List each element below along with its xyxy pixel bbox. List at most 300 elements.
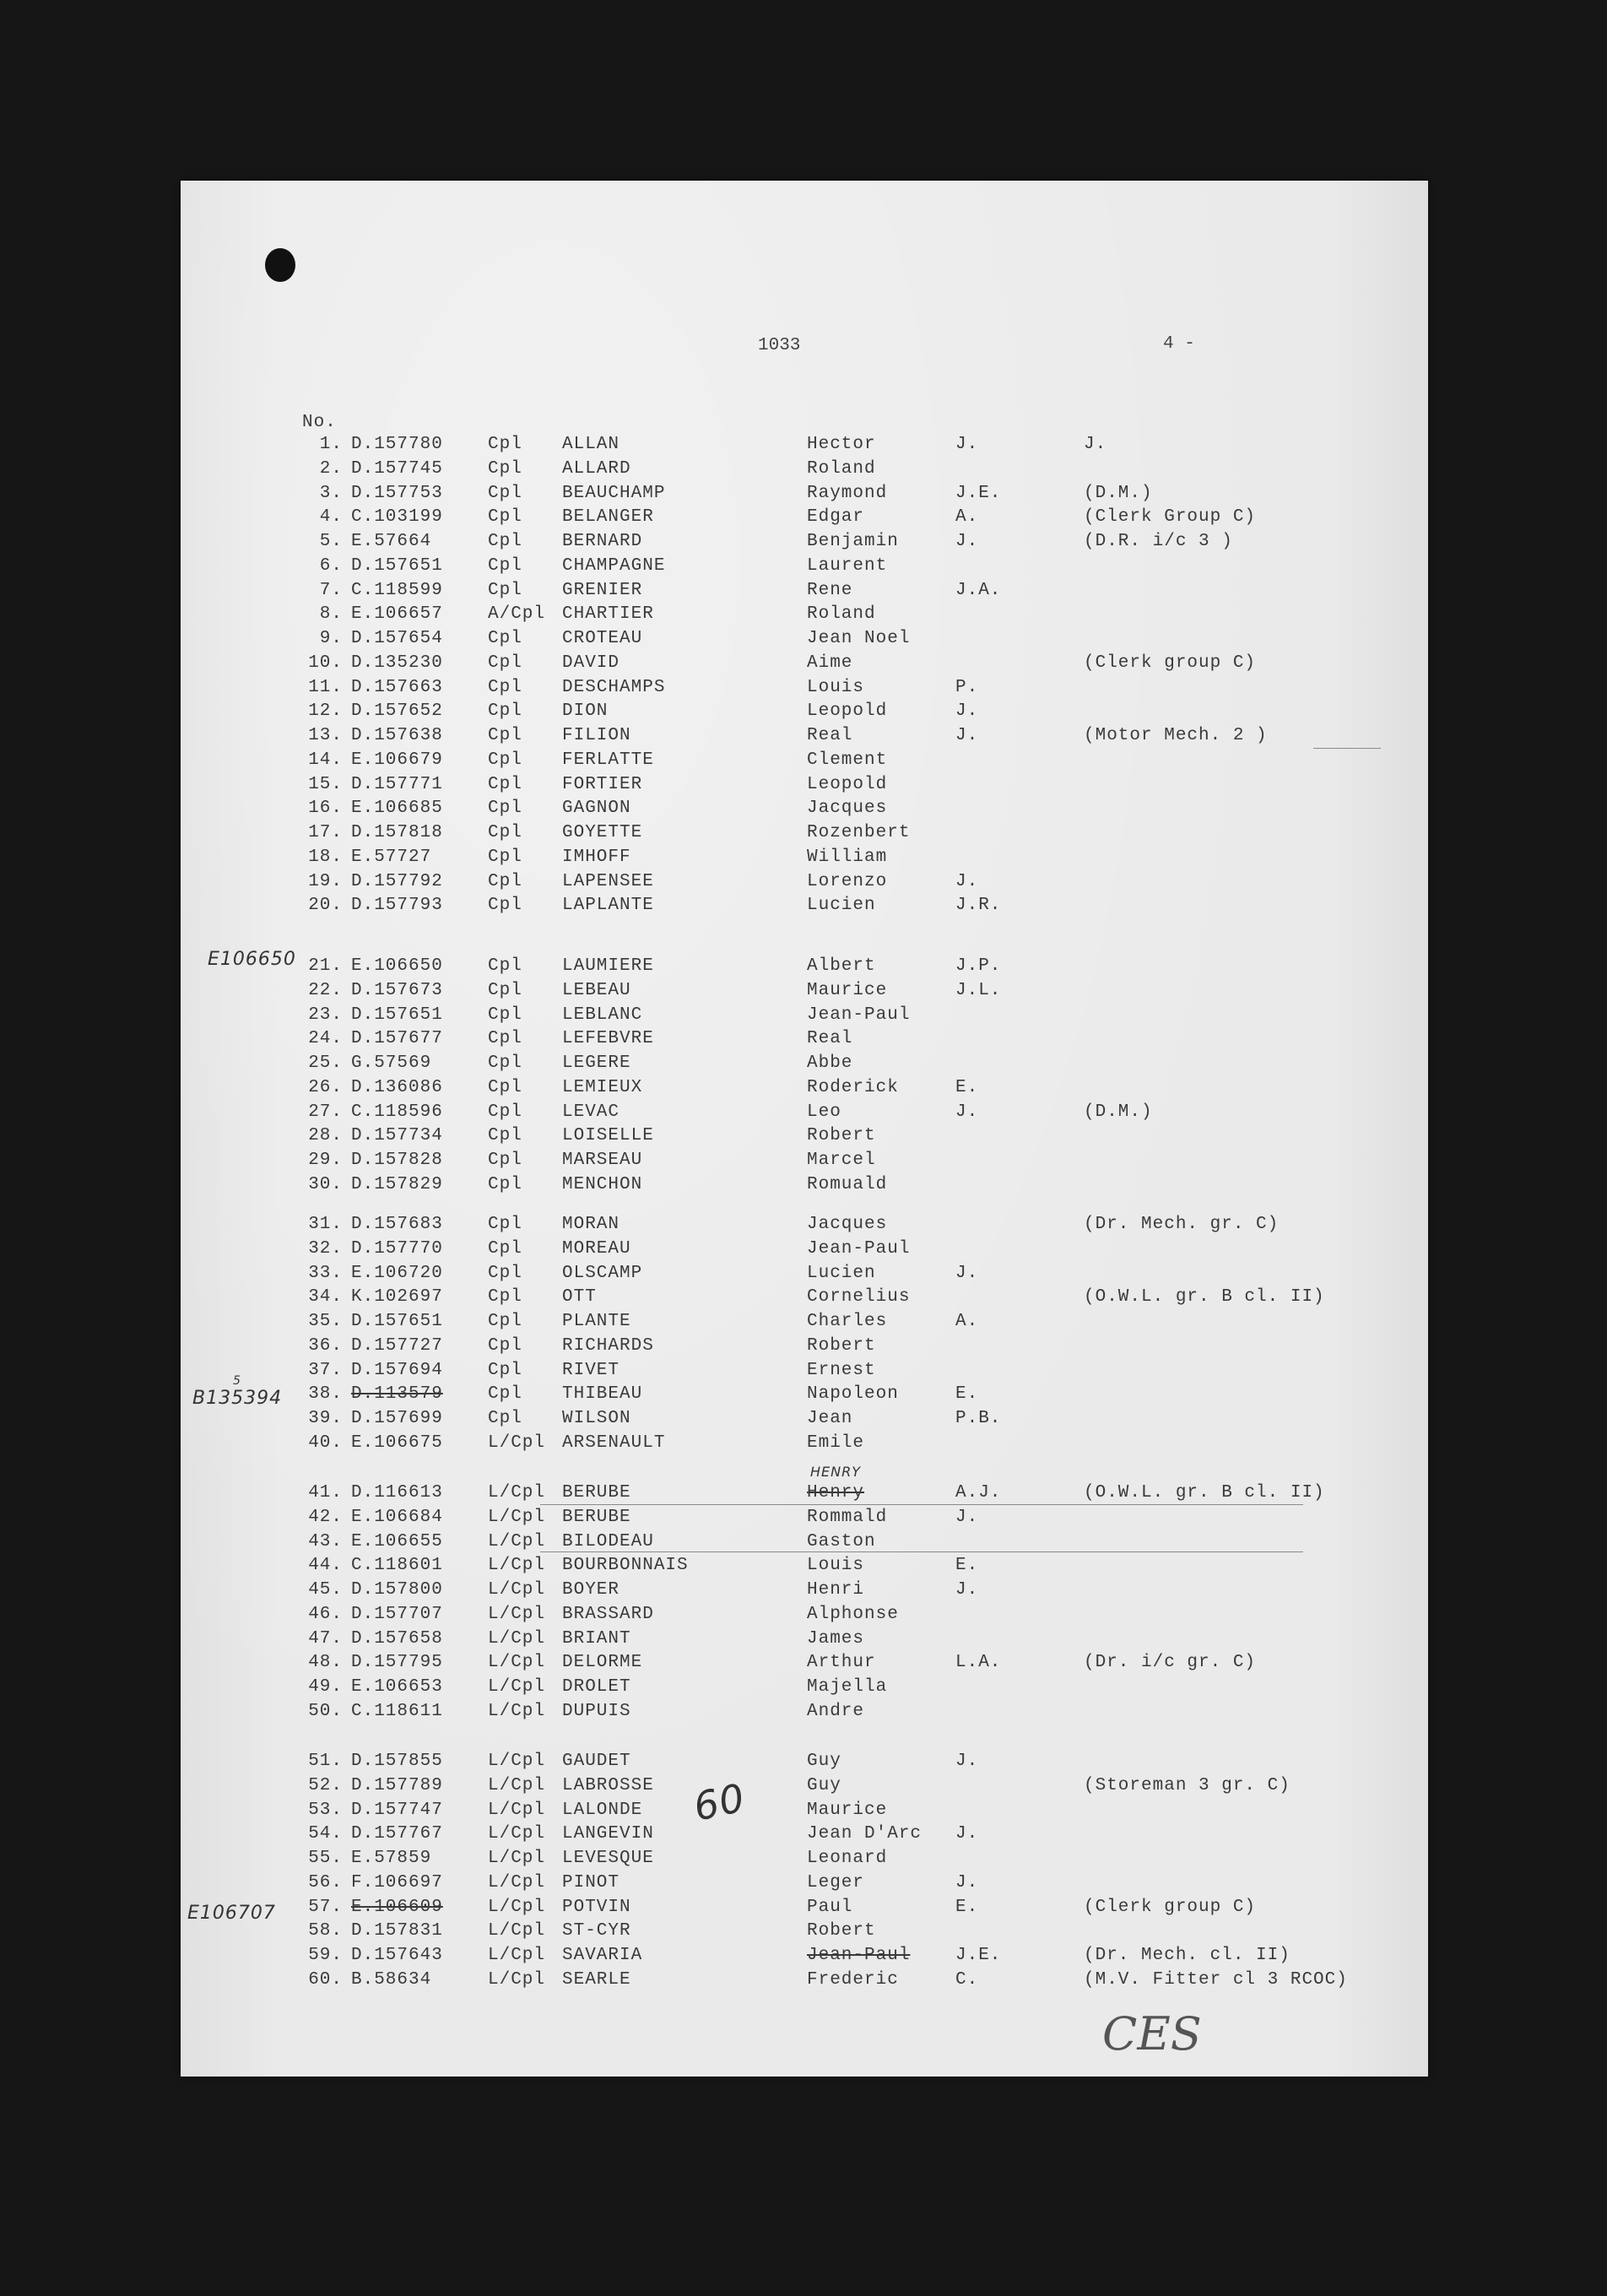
remark: (O.W.L. gr. B cl. II) <box>1084 1483 1325 1503</box>
row-number: 19. <box>308 872 343 891</box>
table-row <box>0 896 1607 920</box>
surname: LAUMIERE <box>562 956 654 976</box>
regimental-number: D.157643 <box>351 1946 443 1965</box>
rank: Cpl <box>488 435 522 454</box>
rank: L/Cpl <box>488 1580 546 1600</box>
given-name: Albert <box>807 956 876 976</box>
rank: Cpl <box>488 484 522 503</box>
rank: L/Cpl <box>488 1946 546 1965</box>
surname: LAPLANTE <box>562 896 654 915</box>
given-name: Robert <box>807 1336 876 1356</box>
surname: WILSON <box>562 1409 631 1428</box>
regimental-number: D.135230 <box>351 653 443 673</box>
given-name: Leger <box>807 1873 865 1893</box>
given-name: Marcel <box>807 1151 876 1170</box>
row-number: 23. <box>308 1005 343 1025</box>
given-name: Romuald <box>807 1175 888 1194</box>
rank: L/Cpl <box>488 1898 546 1917</box>
rank: Cpl <box>488 872 522 891</box>
regimental-number: E.57664 <box>351 532 432 551</box>
given-name: Jacques <box>807 799 888 818</box>
initials: J.A. <box>955 581 1002 600</box>
regimental-number: E.106684 <box>351 1508 443 1527</box>
initials: J. <box>955 872 979 891</box>
surname: ST-CYR <box>562 1921 631 1941</box>
rank: Cpl <box>488 847 522 867</box>
row-number: 28. <box>308 1126 343 1145</box>
given-name: Robert <box>807 1921 876 1941</box>
table-row <box>0 1533 1607 1557</box>
given-name: Gaston <box>807 1532 876 1551</box>
surname: LEVAC <box>562 1102 620 1122</box>
initials: J. <box>955 1580 979 1600</box>
row-number: 7. <box>319 581 343 600</box>
given-name: Laurent <box>807 556 888 576</box>
given-name: Majella <box>807 1677 888 1697</box>
surname: MENCHON <box>562 1175 643 1194</box>
row-number: 18. <box>308 847 343 867</box>
row-number: 39. <box>308 1409 343 1428</box>
regimental-number: D.157792 <box>351 872 443 891</box>
initials: J. <box>955 1508 979 1527</box>
regimental-number: D.157699 <box>351 1409 443 1428</box>
regimental-number: D.157789 <box>351 1776 443 1795</box>
rank: Cpl <box>488 1239 522 1259</box>
rank: Cpl <box>488 532 522 551</box>
surname: BERNARD <box>562 532 643 551</box>
surname: IMHOFF <box>562 847 631 867</box>
given-name: Henri <box>807 1580 865 1600</box>
initials: J. <box>955 1752 979 1771</box>
surname: BOYER <box>562 1580 620 1600</box>
row-number: 4. <box>319 507 343 527</box>
initials: A. <box>955 1312 979 1331</box>
regimental-number: B.58634 <box>351 1970 432 1990</box>
table-row <box>0 824 1607 847</box>
rank: L/Cpl <box>488 1702 546 1721</box>
rank: L/Cpl <box>488 1532 546 1551</box>
given-name: Frederic <box>807 1970 899 1990</box>
surname: SAVARIA <box>562 1946 643 1965</box>
surname: RICHARDS <box>562 1336 654 1356</box>
surname: LEVESQUE <box>562 1849 654 1868</box>
row-number: 14. <box>308 750 343 770</box>
table-row <box>0 1030 1607 1053</box>
row-number: 9. <box>319 629 343 648</box>
row-number: 46. <box>308 1605 343 1624</box>
regimental-number: D.157677 <box>351 1029 443 1048</box>
row-number: 37. <box>308 1361 343 1380</box>
given-name: Edgar <box>807 507 865 527</box>
row-number: 29. <box>308 1151 343 1170</box>
surname: LEFEBVRE <box>562 1029 654 1048</box>
row-number: 57. <box>308 1898 343 1917</box>
surname: LANGEVIN <box>562 1824 654 1844</box>
given-name: Benjamin <box>807 532 899 551</box>
row-number: 42. <box>308 1508 343 1527</box>
row-number: 31. <box>308 1215 343 1234</box>
given-name: Raymond <box>807 484 888 503</box>
surname: BERUBE <box>562 1483 631 1503</box>
remark: (Clerk group C) <box>1084 1898 1257 1917</box>
surname: LEBEAU <box>562 981 631 1000</box>
given-name: Aime <box>807 653 853 673</box>
regimental-number: E.106653 <box>351 1677 443 1697</box>
regimental-number: E.106655 <box>351 1532 443 1551</box>
row-number: 36. <box>308 1336 343 1356</box>
table-row <box>0 485 1607 508</box>
rank: L/Cpl <box>488 1556 546 1575</box>
initials: E. <box>955 1078 979 1097</box>
surname: BEAUCHAMP <box>562 484 666 503</box>
rank: Cpl <box>488 1336 522 1356</box>
row-number: 53. <box>308 1801 343 1820</box>
remark: (D.M.) <box>1084 484 1153 503</box>
row-number: 2. <box>319 459 343 479</box>
initials: J.E. <box>955 484 1002 503</box>
table-row <box>0 1508 1607 1532</box>
given-name: Leonard <box>807 1849 888 1868</box>
given-name: Alphonse <box>807 1605 899 1624</box>
table-row <box>0 1006 1607 1030</box>
given-name: Hector <box>807 435 876 454</box>
regimental-number: D.157780 <box>351 435 443 454</box>
table-row <box>0 1703 1607 1726</box>
remark: (D.R. i/c 3 ) <box>1084 532 1233 551</box>
row-number: 22. <box>308 981 343 1000</box>
margin-note-superscript: 5 <box>233 1374 241 1388</box>
given-name: Jacques <box>807 1215 888 1234</box>
rank: Cpl <box>488 1175 522 1194</box>
regimental-number: D.157683 <box>351 1215 443 1234</box>
rank: L/Cpl <box>488 1752 546 1771</box>
table-row <box>0 1777 1607 1801</box>
table-row <box>0 1654 1607 1677</box>
regimental-number: D.157727 <box>351 1336 443 1356</box>
rank: Cpl <box>488 799 522 818</box>
row-number: 17. <box>308 823 343 842</box>
given-name: Jean D'Arc <box>807 1824 923 1844</box>
rank: Cpl <box>488 750 522 770</box>
given-name: Louis <box>807 678 865 697</box>
rank: Cpl <box>488 1215 522 1234</box>
regimental-number: D.157745 <box>351 459 443 479</box>
remark: (D.M.) <box>1084 1102 1153 1122</box>
given-name: Maurice <box>807 1801 888 1820</box>
initials: E. <box>955 1556 979 1575</box>
surname: LOISELLE <box>562 1126 654 1145</box>
regimental-number: D.157638 <box>351 726 443 745</box>
table-row <box>0 1630 1607 1654</box>
table-row <box>0 1079 1607 1102</box>
given-name: Guy <box>807 1752 841 1771</box>
table-row <box>0 1313 1607 1336</box>
row-number: 10. <box>308 653 343 673</box>
rank: Cpl <box>488 1409 522 1428</box>
regimental-number: D.157658 <box>351 1629 443 1649</box>
table-row <box>0 1557 1607 1580</box>
surname: DROLET <box>562 1677 631 1697</box>
given-name: Leo <box>807 1102 841 1122</box>
table-row <box>0 1947 1607 1970</box>
regimental-number: D.116613 <box>351 1483 443 1503</box>
table-row <box>0 873 1607 896</box>
given-name: Cornelius <box>807 1287 911 1307</box>
surname: ARSENAULT <box>562 1433 666 1453</box>
surname: ALLAN <box>562 435 620 454</box>
regimental-number: E.106609 <box>351 1898 443 1917</box>
punch-hole <box>265 248 295 282</box>
surname: FORTIER <box>562 775 643 794</box>
row-number: 8. <box>319 604 343 624</box>
given-name: Lucien <box>807 1264 876 1283</box>
given-name: Rene <box>807 581 853 600</box>
initials: P.B. <box>955 1409 1002 1428</box>
rank: Cpl <box>488 629 522 648</box>
given-name: William <box>807 847 888 867</box>
regimental-number: D.157829 <box>351 1175 443 1194</box>
regimental-number: G.57569 <box>351 1053 432 1073</box>
regimental-number: E.106685 <box>351 799 443 818</box>
row-number: 21. <box>308 956 343 976</box>
table-row <box>0 1410 1607 1433</box>
rank: L/Cpl <box>488 1873 546 1893</box>
given-name: Jean Noel <box>807 629 911 648</box>
initials: J.E. <box>955 1946 1002 1965</box>
rank: L/Cpl <box>488 1508 546 1527</box>
row-number: 40. <box>308 1433 343 1453</box>
surname: RIVET <box>562 1361 620 1380</box>
given-name: James <box>807 1629 865 1649</box>
given-name: Roland <box>807 604 876 624</box>
regimental-number: D.157818 <box>351 823 443 842</box>
surname: BILODEAU <box>562 1532 654 1551</box>
surname: BRIANT <box>562 1629 631 1649</box>
given-name: Lucien <box>807 896 876 915</box>
regimental-number: D.157651 <box>351 556 443 576</box>
rank: Cpl <box>488 1029 522 1048</box>
surname: MARSEAU <box>562 1151 643 1170</box>
rank: Cpl <box>488 1384 522 1404</box>
row-number: 43. <box>308 1532 343 1551</box>
given-name: Guy <box>807 1776 841 1795</box>
given-name: Ernest <box>807 1361 876 1380</box>
initials: J. <box>955 701 979 721</box>
row-number: 3. <box>319 484 343 503</box>
table-row <box>0 1103 1607 1127</box>
rank: Cpl <box>488 775 522 794</box>
given-name: Robert <box>807 1126 876 1145</box>
row-number: 38. <box>308 1384 343 1404</box>
row-number: 1. <box>319 435 343 454</box>
rank: Cpl <box>488 1361 522 1380</box>
initials: A. <box>955 507 979 527</box>
surname: FILION <box>562 726 631 745</box>
given-name: Louis <box>807 1556 865 1575</box>
initials: A.J. <box>955 1483 1002 1503</box>
initials: E. <box>955 1384 979 1404</box>
row-number: 16. <box>308 799 343 818</box>
regimental-number: D.157652 <box>351 701 443 721</box>
surname: BELANGER <box>562 507 654 527</box>
table-row <box>0 1288 1607 1312</box>
rule-line <box>540 1504 1303 1505</box>
given-name: Rommald <box>807 1508 888 1527</box>
table-row <box>0 727 1607 750</box>
given-name: Abbe <box>807 1053 853 1073</box>
given-name: Real <box>807 1029 853 1048</box>
given-name: Jean <box>807 1409 853 1428</box>
surname: LAPENSEE <box>562 872 654 891</box>
remark: (Clerk group C) <box>1084 653 1257 673</box>
initials-signature: CES <box>1102 2007 1202 2060</box>
initials: C. <box>955 1970 979 1990</box>
initials: J. <box>955 1873 979 1893</box>
regimental-number: D.157800 <box>351 1580 443 1600</box>
table-row <box>0 848 1607 872</box>
regimental-number: E.57727 <box>351 847 432 867</box>
table-row <box>0 582 1607 605</box>
table-row <box>0 1434 1607 1458</box>
row-number: 47. <box>308 1629 343 1649</box>
table-row <box>0 1127 1607 1151</box>
page-number: 4 - <box>1163 334 1195 354</box>
rank: L/Cpl <box>488 1483 546 1503</box>
regimental-number: D.157753 <box>351 484 443 503</box>
table-row <box>0 1849 1607 1873</box>
table-row <box>0 436 1607 459</box>
remark: (Dr. i/c gr. C) <box>1084 1653 1257 1672</box>
surname: GOYETTE <box>562 823 643 842</box>
table-row <box>0 702 1607 726</box>
table-row <box>0 799 1607 823</box>
row-number: 32. <box>308 1239 343 1259</box>
regimental-number: E.57859 <box>351 1849 432 1868</box>
initials: J. <box>955 1102 979 1122</box>
regimental-number: D.157771 <box>351 775 443 794</box>
remark: (Dr. Mech. cl. II) <box>1084 1946 1290 1965</box>
table-row <box>0 1825 1607 1849</box>
remark: (O.W.L. gr. B cl. II) <box>1084 1287 1325 1307</box>
surname: LALONDE <box>562 1801 643 1820</box>
row-number: 49. <box>308 1677 343 1697</box>
row-number: 27. <box>308 1102 343 1122</box>
regimental-number: D.157707 <box>351 1605 443 1624</box>
remark: (M.V. Fitter cl 3 RCOC) <box>1084 1970 1348 1990</box>
rank: Cpl <box>488 1287 522 1307</box>
handwritten-mark: 60 <box>690 1774 749 1830</box>
rank: L/Cpl <box>488 1849 546 1868</box>
regimental-number: D.157651 <box>351 1312 443 1331</box>
row-number: 41. <box>308 1483 343 1503</box>
rank: L/Cpl <box>488 1824 546 1844</box>
surname: LEMIEUX <box>562 1078 643 1097</box>
surname: CROTEAU <box>562 629 643 648</box>
rank: L/Cpl <box>488 1605 546 1624</box>
handwritten-correction: HENRY <box>810 1464 861 1480</box>
surname: PLANTE <box>562 1312 631 1331</box>
row-number: 26. <box>308 1078 343 1097</box>
surname: FERLATTE <box>562 750 654 770</box>
table-row <box>0 654 1607 678</box>
row-number: 13. <box>308 726 343 745</box>
table-row <box>0 1581 1607 1605</box>
regimental-number: D.157795 <box>351 1653 443 1672</box>
rank: Cpl <box>488 1312 522 1331</box>
given-name: Roland <box>807 459 876 479</box>
rank: Cpl <box>488 981 522 1000</box>
surname: SEARLE <box>562 1970 631 1990</box>
surname: GAGNON <box>562 799 631 818</box>
surname: DION <box>562 701 609 721</box>
row-number: 48. <box>308 1653 343 1672</box>
table-row <box>0 557 1607 581</box>
table-row <box>0 1337 1607 1361</box>
regimental-number: C.118601 <box>351 1556 443 1575</box>
table-row <box>0 1678 1607 1702</box>
rank: Cpl <box>488 556 522 576</box>
given-name: Henry <box>807 1483 865 1503</box>
initials: E. <box>955 1898 979 1917</box>
regimental-number: D.157828 <box>351 1151 443 1170</box>
surname: CHARTIER <box>562 604 654 624</box>
initials: J. <box>955 726 979 745</box>
initials: J.L. <box>955 981 1002 1000</box>
row-number: 60. <box>308 1970 343 1990</box>
table-row <box>0 776 1607 799</box>
regimental-number: D.157770 <box>351 1239 443 1259</box>
remark: (Clerk Group C) <box>1084 507 1257 527</box>
table-row <box>0 1151 1607 1175</box>
regimental-number: E.106720 <box>351 1264 443 1283</box>
rank: Cpl <box>488 1053 522 1073</box>
regimental-number: C.103199 <box>351 507 443 527</box>
regimental-number: C.118596 <box>351 1102 443 1122</box>
given-name: Maurice <box>807 981 888 1000</box>
given-name: Leopold <box>807 775 888 794</box>
regimental-number: E.106657 <box>351 604 443 624</box>
regimental-number: D.157855 <box>351 1752 443 1771</box>
table-row <box>0 508 1607 532</box>
rank: Cpl <box>488 1264 522 1283</box>
surname: GAUDET <box>562 1752 631 1771</box>
row-number: 24. <box>308 1029 343 1048</box>
surname: MORAN <box>562 1215 620 1234</box>
initials: J. <box>955 1824 979 1844</box>
given-name: Jean-Paul <box>807 1239 911 1259</box>
initials: J. <box>955 1264 979 1283</box>
surname: CHAMPAGNE <box>562 556 666 576</box>
rank: Cpl <box>488 823 522 842</box>
surname: BERUBE <box>562 1508 631 1527</box>
rank: Cpl <box>488 956 522 976</box>
rank: L/Cpl <box>488 1677 546 1697</box>
regimental-number: E.106675 <box>351 1433 443 1453</box>
margin-note: E106650 <box>208 949 296 970</box>
rank: Cpl <box>488 726 522 745</box>
given-name: Leopold <box>807 701 888 721</box>
surname: THIBEAU <box>562 1384 643 1404</box>
margin-note: B135394 <box>192 1388 283 1409</box>
given-name: Paul <box>807 1898 853 1917</box>
given-name: Rozenbert <box>807 823 911 842</box>
initials: P. <box>955 678 979 697</box>
regimental-number: D.157767 <box>351 1824 443 1844</box>
given-name: Charles <box>807 1312 888 1331</box>
initials: J. <box>955 435 979 454</box>
row-number: 45. <box>308 1580 343 1600</box>
regimental-number: D.157793 <box>351 896 443 915</box>
